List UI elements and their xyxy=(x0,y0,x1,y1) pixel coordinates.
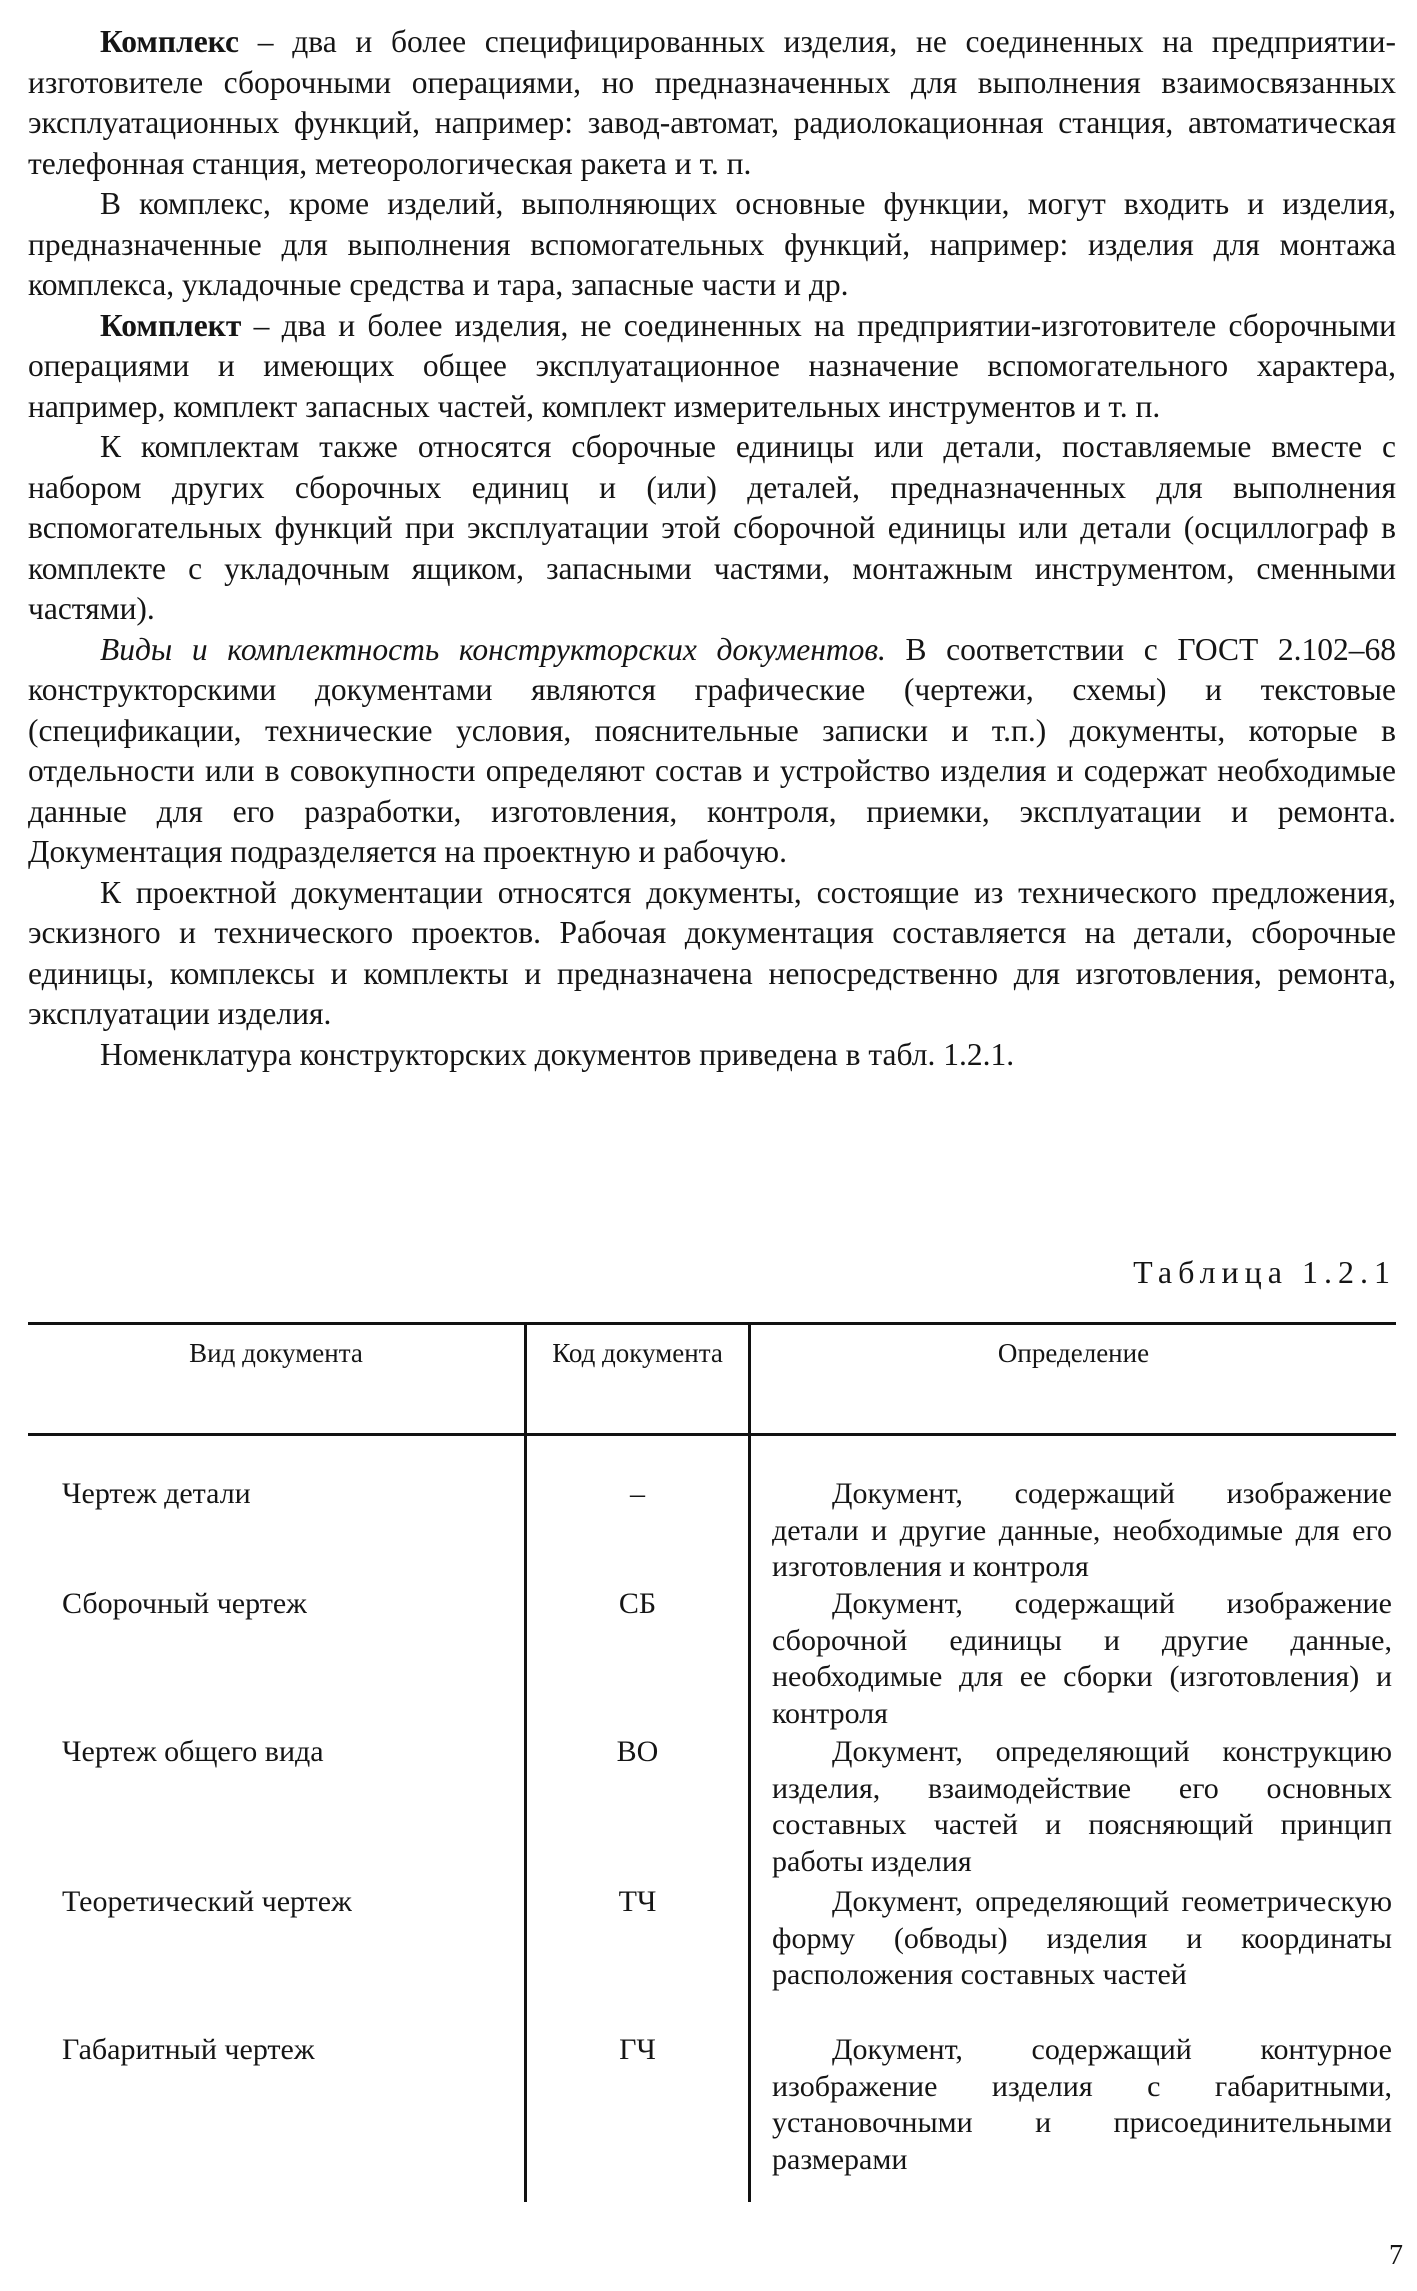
header-document-type: Вид документа xyxy=(189,1338,363,1368)
table-caption: Таблица 1.2.1 xyxy=(1133,1254,1396,1290)
cell-document-code: ГЧ xyxy=(619,2033,656,2066)
cell-document-type: Сборочный чертеж xyxy=(62,1587,307,1620)
paragraph-complex-contents: В комплекс, кроме изделий, выполняющих основные функции, могут входить и изделия, предназначенные для выполнения вспомогательных функций, например: изделия для монтажа комплекса, укладочные средства и тара, запасные части и др. xyxy=(28,186,1396,302)
paragraph-project-documentation: К проектной документации относятся документы, состоящие из технического предложения, эскизного и технического проектов. Рабочая документация составляется на детали, сборочные единицы, комплексы и комплекты и предназначена непосредственно для изготовления, ремонта, эксплуатации изделия. xyxy=(28,874,1396,1031)
cell-definition: Документ, содержащий контурное изображение изделия с габаритными, установочными и присоединительными размерами xyxy=(772,2033,1392,2176)
term-complex: Комплекс xyxy=(100,24,240,59)
section-heading-inline: Виды и комплектность конструкторских документов. xyxy=(100,631,886,667)
cell-document-code: ВО xyxy=(616,1735,659,1768)
cell-document-type: Габаритный чертеж xyxy=(62,2033,315,2066)
paragraph-document-types xyxy=(28,630,1396,873)
cell-document-type: Чертеж детали xyxy=(62,1477,251,1510)
paragraph-text: – два и более изделия, не соединенных на предприятии-изготовителе сборочными операциями и имеющих общее эксплуатационное назначение вспомогательного характера, например, комплект запасных частей, комплект измерительных инструментов и т. п. xyxy=(28,307,1396,424)
table-header-rule xyxy=(28,1433,1396,1436)
cell-document-code: – xyxy=(630,1477,645,1510)
table-top-rule xyxy=(28,1322,1396,1325)
header-document-code: Код документа xyxy=(552,1338,723,1368)
paragraph-table-reference: Номенклатура конструкторских документов приведена в табл. 1.2.1. xyxy=(100,1036,1015,1072)
cell-document-code: ТЧ xyxy=(618,1885,657,1918)
cell-document-type: Теоретический чертеж xyxy=(62,1885,352,1918)
cell-document-code: СБ xyxy=(618,1587,657,1620)
document-nomenclature-table xyxy=(28,1322,1396,2202)
paragraph-kit-examples: К комплектам также относятся сборочные единицы или детали, поставляемые вместе с набором других сборочных единиц и (или) деталей, предназначенных для выполнения вспомогательных функций при эксплуатации этой сборочной единицы или детали (осциллограф в комплекте с укладочным ящиком, запасными частями, монтажным инструментом, сменными частями). xyxy=(28,429,1396,626)
cell-document-type: Чертеж общего вида xyxy=(62,1735,324,1768)
paragraph-kit-definition xyxy=(28,306,1396,428)
body-text xyxy=(28,22,1396,1075)
cell-definition: Документ, определяющий геометрическую форму (обводы) изделия и координаты расположения составных частей xyxy=(772,1885,1392,1991)
paragraph-text: – два и более специфицированных изделия, не соединенных на предприятии-изготовителе сборочными операциями, но предназначенных для выполнения взаимосвязанных эксплуатационных функций, например: завод-автомат, радиолокационная станция, автоматическая телефонная станция, метеорологическая ракета и т. п. xyxy=(28,24,1396,181)
page-number: 7 xyxy=(1389,2240,1403,2271)
header-definition: Определение xyxy=(997,1338,1150,1368)
cell-definition: Документ, содержащий изображение детали и другие данные, необходимые для его изготовления и контроля xyxy=(772,1477,1392,1583)
paragraph-text: В соответствии с ГОСТ 2.102–68 конструкторскими документами являются графические (чертежи, схемы) и текстовые (спецификации, технические условия, пояснительные записки и т.п.) документы, которые в отдельности или в совокупности определяют состав и устройство изделия и содержат необходимые данные для его разработки, изготовления, контроля, приемки, эксплуатации и ремонта. Документация подразделяется на проектную и рабочую. xyxy=(28,631,1396,869)
column-divider-2 xyxy=(748,1322,751,2202)
paragraph-complex-definition xyxy=(28,22,1396,184)
cell-definition: Документ, содержащий изображение сборочной единицы и другие данные, необходимые для ее сборки (изготовления) и контроля xyxy=(772,1587,1392,1730)
cell-definition: Документ, определяющий конструкцию изделия, взаимодействие его основных составных частей и поясняющий принцип работы изделия xyxy=(772,1735,1392,1878)
term-kit: Комплект xyxy=(100,307,242,343)
